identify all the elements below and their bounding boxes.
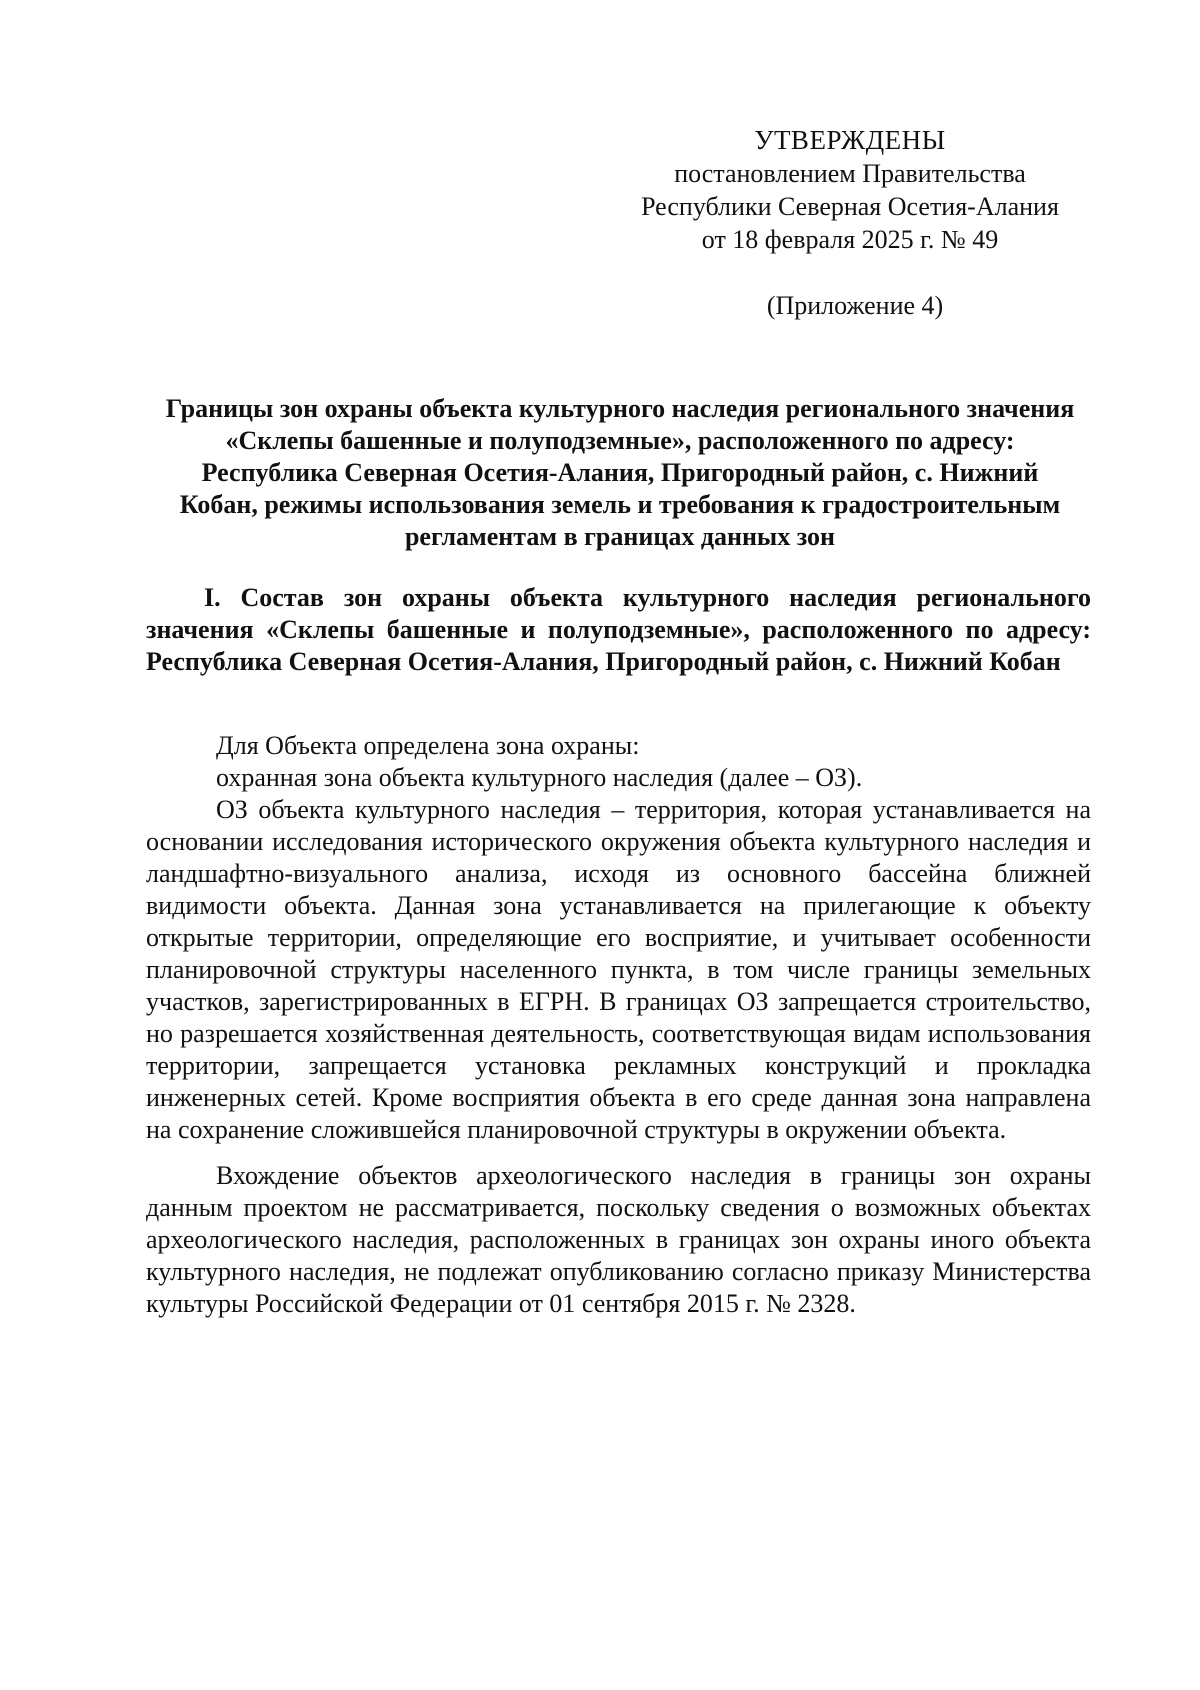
approval-stamp-block <box>620 124 1080 256</box>
paragraph-archaeology-note: Вхождение объектов археологического наследия в границы зон охраны данным проектом не рассматривается, поскольку сведения о возможных объектах археологического наследия, расположенных в границах зон охраны иного объекта культурного наследия, не подлежат опубликованию согласно приказу Министерства культуры Российской Федерации от 01 сентября 2015 г. № 2328. <box>146 1161 1091 1318</box>
approval-line-government: Республики Северная Осетия-Алания <box>641 192 1059 221</box>
document-body <box>146 730 1091 1320</box>
document-title: Границы зон охраны объекта культурного наследия регионального значения «Склепы башенные и полуподземные», расположенного по адресу: Республика Северная Осетия-Алания, Пригородный район, с. Нижний Кобан, режимы использования земель и требования к градостроительным регламентам в границах данных зон <box>165 394 1075 551</box>
paragraph-zone-name: охранная зона объекта культурного наследия (далее – ОЗ). <box>216 763 863 792</box>
paragraph-zone-description: ОЗ объекта культурного наследия – территория, которая устанавливается на основании исследования исторического окружения объекта культурного наследия и ландшафтно-визуального анализа, исходя из основного бассейна ближней видимости объекта. Данная зона устанавливается на прилегающие к объекту открытые территории, определяющие его восприятие, и учитывает особенности планировочной структуры населенного пункта, в том числе границы земельных участков, зарегистрированных в ЕГРН. В границах ОЗ запрещается строительство, но разрешается хозяйственная деятельность, соответствующая видам использования территории, запрещается установка рекламных конструкций и прокладка инженерных сетей. Кроме восприятия объекта в его среде данная зона направлена на сохранение сложившейся планировочной структуры в окружении объекта. <box>146 795 1091 1144</box>
appendix-label: (Приложение 4) <box>766 291 944 320</box>
section-heading: I. Состав зон охраны объекта культурного наследия регионального значения «Склепы башенные и полуподземные», расположенного по адресу: Республика Северная Осетия-Алания, Пригородный район, с. Нижний Кобан <box>146 583 1091 676</box>
paragraph-zone-defined: Для Объекта определена зона охраны: <box>216 731 640 760</box>
approval-line-resolution: постановлением Правительства <box>674 159 1026 188</box>
approval-line-date-number: от 18 февраля 2025 г. № 49 <box>701 225 999 254</box>
approval-heading: УТВЕРЖДЕНЫ <box>754 125 946 155</box>
